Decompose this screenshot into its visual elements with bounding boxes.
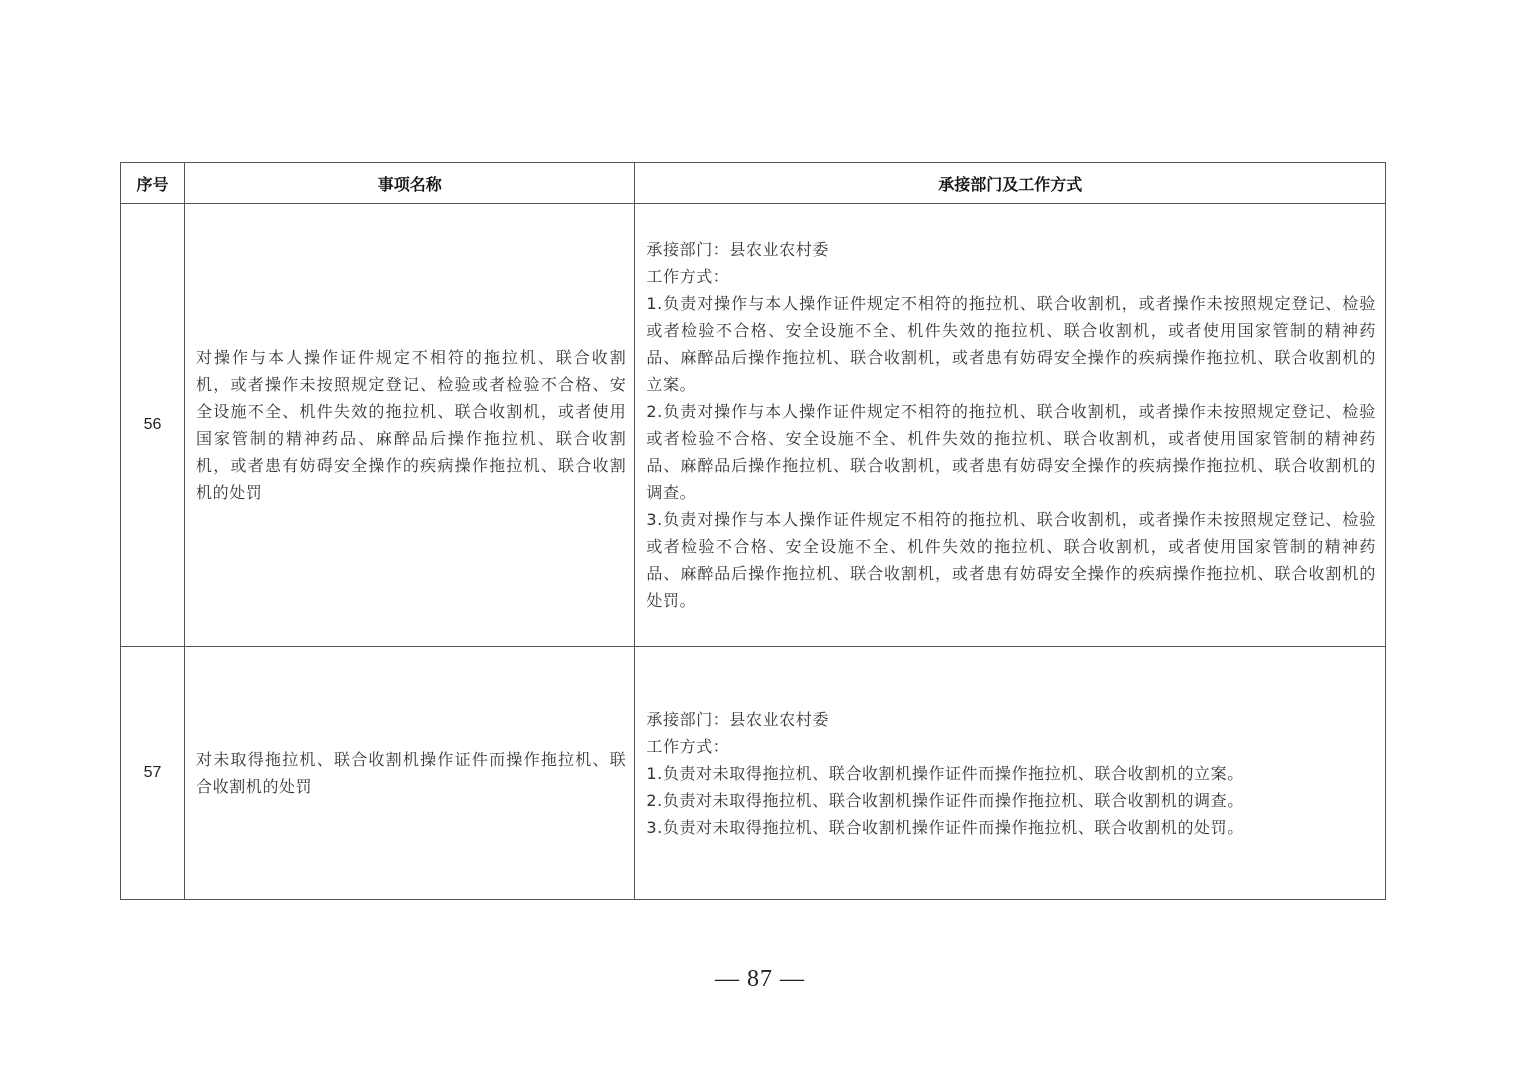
method-label: 工作方式： [646, 267, 730, 286]
method-item: 1.负责对未取得拖拉机、联合收割机操作证件而操作拖拉机、联合收割机的立案。 [646, 763, 1244, 783]
item-name: 对操作与本人操作证件规定不相符的拖拉机、联合收割机，或者操作未按照规定登记、检验或者检验不合格、安全设施不全、机件失效的拖拉机、联合收割机，或者使用国家管制的精神药品、麻醉品后操作拖拉机、联合收割机，或者患有妨碍安全操作的疾病操作拖拉机、联合收割机的处罚 [185, 204, 635, 647]
method-item: 2.负责对操作与本人操作证件规定不相符的拖拉机、联合收割机，或者操作未按照规定登记、检验或者检验不合格、安全设施不全、机件失效的拖拉机、联合收割机，或者使用国家管制的精神药品、麻醉品后操作拖拉机、联合收割机，或者患有妨碍安全操作的疾病操作拖拉机、联合收割机的调查。 [646, 402, 1376, 502]
table-row [121, 204, 1386, 647]
header-serial-number: 序号 [121, 163, 185, 204]
page-number: — 87 — [715, 966, 805, 992]
department-label: 承接部门：县农业农村委 [646, 709, 829, 729]
serial-number: 56 [121, 204, 185, 647]
items-table [120, 162, 1386, 900]
table-row [121, 647, 1386, 900]
header-item-name: 事项名称 [185, 163, 635, 204]
department-label: 承接部门：县农业农村委 [646, 240, 829, 259]
item-name: 对未取得拖拉机、联合收割机操作证件而操作拖拉机、联合收割机的处罚 [185, 647, 635, 900]
serial-number: 57 [121, 647, 185, 900]
department-method-cell [635, 204, 1386, 647]
method-item: 3.负责对未取得拖拉机、联合收割机操作证件而操作拖拉机、联合收割机的处罚。 [646, 817, 1244, 837]
department-method-cell [635, 647, 1386, 900]
method-item: 2.负责对未取得拖拉机、联合收割机操作证件而操作拖拉机、联合收割机的调查。 [646, 790, 1244, 810]
method-item: 1.负责对操作与本人操作证件规定不相符的拖拉机、联合收割机，或者操作未按照规定登记、检验或者检验不合格、安全设施不全、机件失效的拖拉机、联合收割机，或者使用国家管制的精神药品、麻醉品后操作拖拉机、联合收割机，或者患有妨碍安全操作的疾病操作拖拉机、联合收割机的立案。 [646, 294, 1376, 394]
header-department-method: 承接部门及工作方式 [635, 163, 1386, 204]
method-label: 工作方式： [646, 736, 730, 756]
method-item: 3.负责对操作与本人操作证件规定不相符的拖拉机、联合收割机，或者操作未按照规定登记、检验或者检验不合格、安全设施不全、机件失效的拖拉机、联合收割机，或者使用国家管制的精神药品、麻醉品后操作拖拉机、联合收割机，或者患有妨碍安全操作的疾病操作拖拉机、联合收割机的处罚。 [646, 510, 1376, 610]
table-header-row [121, 163, 1386, 204]
